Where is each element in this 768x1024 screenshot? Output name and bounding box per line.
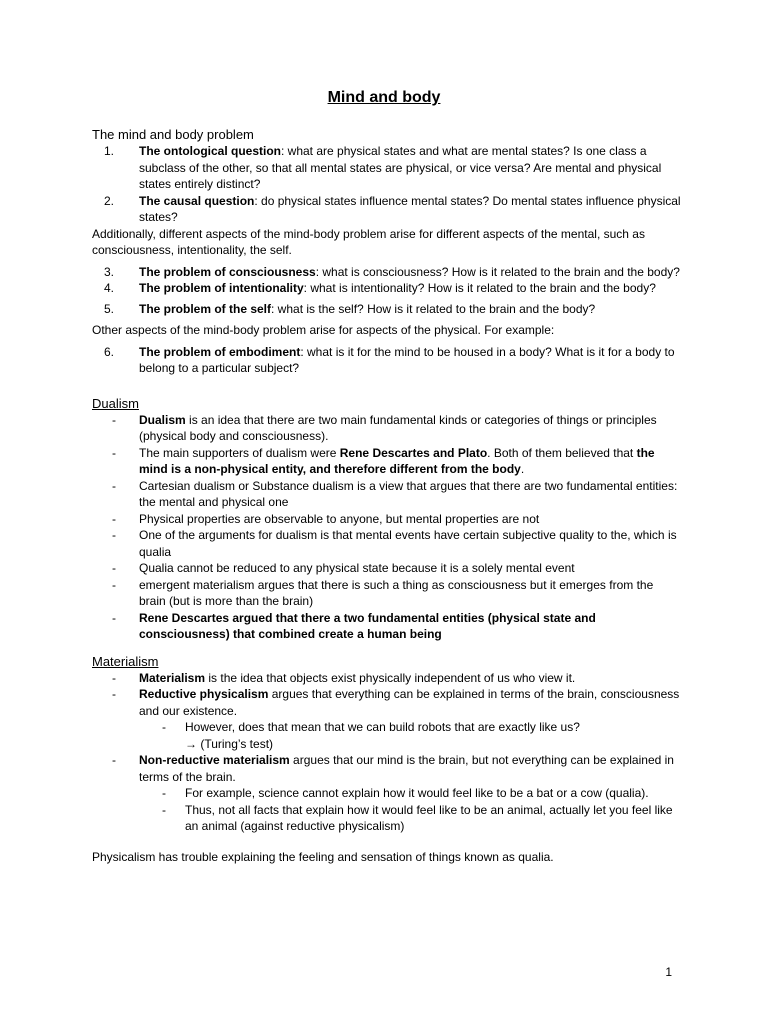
- list-item: [92, 301, 682, 318]
- bold-term: Non-reductive materialism: [139, 753, 290, 767]
- item-text: Cartesian dualism or Substance dualism is a view that argues that there are two fundamental entities: the mental and physical one: [139, 478, 678, 509]
- list-item: [92, 264, 682, 281]
- bold-term: the mind is a non-physical entity, and therefore different from the body: [139, 445, 655, 476]
- bold-term: Reductive physicalism: [139, 687, 269, 701]
- bold-term: The ontological question: [139, 144, 281, 158]
- item-text: Physical properties are observable to anyone, but mental properties are not: [139, 511, 540, 526]
- item-text: Qualia cannot be reduced to any physical state because it is a solely mental event: [139, 561, 575, 575]
- bold-term: The problem of the self: [139, 301, 272, 316]
- section-heading-materialism: Materialism: [92, 653, 159, 669]
- list-item: [92, 511, 682, 528]
- bullet-dash: -: [162, 720, 166, 734]
- bullet-dash: -: [162, 786, 166, 800]
- list-item: [92, 670, 682, 687]
- item-text: is an idea that there are two main fundamental kinds or categories of things or principles (physical body and consciousness).: [139, 412, 657, 443]
- question-list: [92, 301, 682, 318]
- list-item: [92, 686, 682, 752]
- item-text: : what is the self? How is it related to the brain and the body?: [271, 301, 596, 316]
- paragraph-additionally: Additionally, different aspects of the mind-body problem arise for different aspects of the mental, such as consciousness, intentionality, the self.: [92, 226, 645, 257]
- item-text: : what are physical states and what are mental states? Is one class a subclass of the other, so that all mental states are physical, or vice versa? Are mental and physical states entirely distinct?: [139, 144, 662, 191]
- bold-term: Dualism: [139, 412, 186, 427]
- bullet-dash: -: [112, 445, 116, 460]
- list-number: 5.: [104, 301, 115, 316]
- bold-term: The problem of intentionality: [139, 281, 304, 295]
- materialism-list: [92, 670, 682, 835]
- list-item: [92, 577, 682, 610]
- list-item: [92, 280, 682, 297]
- list-item: [92, 560, 682, 577]
- bullet-dash: -: [112, 753, 116, 767]
- list-item: [92, 610, 682, 643]
- bullet-dash: -: [112, 511, 116, 526]
- bold-term: Rene Descartes and Plato: [339, 445, 488, 460]
- bold-term: The causal question: [139, 193, 255, 208]
- closing-paragraph: Physicalism has trouble explaining the feeling and sensation of things known as qualia.: [92, 849, 554, 864]
- item-text: : what is consciousness? How is it related to the brain and the body?: [315, 264, 680, 279]
- list-number: 6.: [104, 344, 115, 359]
- document-body: [92, 126, 682, 865]
- bullet-dash: -: [112, 577, 116, 592]
- page-title: Mind and body: [327, 89, 441, 106]
- list-item: [92, 478, 682, 511]
- item-text: emergent materialism argues that there is such a thing as consciousness but it emerges from the brain (but is more than the brain): [139, 577, 654, 608]
- item-text: .: [520, 462, 525, 476]
- item-text: The main supporters of dualism were: [139, 445, 340, 460]
- item-text: One of the arguments for dualism is that mental events have certain subjective quality to the, which is qualia: [139, 528, 677, 559]
- item-text: argues that everything can be explained in terms of the brain, consciousness and our existence.: [139, 687, 680, 718]
- question-list: [92, 344, 682, 377]
- list-item: [92, 143, 682, 193]
- list-item: [92, 752, 682, 835]
- dualism-list: [92, 412, 682, 643]
- item-text: argues that our mind is the brain, but not everything can be explained in terms of the brain.: [139, 753, 674, 784]
- bullet-dash: -: [162, 802, 166, 817]
- sub-list: [92, 785, 682, 835]
- arrow-note: → (Turing’s test): [185, 736, 274, 751]
- paragraph-other-aspects: Other aspects of the mind-body problem arise for aspects of the physical. For example:: [92, 323, 555, 337]
- list-number: 3.: [104, 264, 115, 279]
- bullet-dash: -: [112, 561, 116, 575]
- item-text: : what is intentionality? How is it related to the brain and the body?: [303, 281, 656, 295]
- bullet-dash: -: [112, 687, 116, 701]
- list-item: [92, 719, 682, 752]
- item-text: . Both of them believed that: [487, 445, 637, 460]
- sub-list: [92, 719, 682, 752]
- item-text: : do physical states influence mental states? Do mental states influence physical states?: [139, 193, 681, 224]
- list-number: 4.: [104, 281, 115, 295]
- list-item: [92, 193, 682, 226]
- list-item: [92, 412, 682, 445]
- item-text: is the idea that objects exist physically independent of us who view it.: [205, 670, 576, 685]
- bold-term: Materialism: [139, 670, 206, 685]
- section-heading-mind-body-problem: The mind and body problem: [92, 127, 254, 142]
- item-text: However, does that mean that we can build robots that are exactly like us?: [185, 720, 580, 734]
- bullet-dash: -: [112, 670, 116, 685]
- list-item: [92, 527, 682, 560]
- question-list: [92, 143, 682, 226]
- item-text: For example, science cannot explain how it would feel like to be a bat or a cow (qualia).: [185, 786, 649, 800]
- question-list: [92, 264, 682, 297]
- list-number: 1.: [104, 144, 115, 158]
- bullet-dash: -: [112, 610, 116, 625]
- bullet-dash: -: [112, 528, 116, 542]
- list-item: [92, 445, 682, 478]
- section-heading-dualism: Dualism: [92, 395, 139, 411]
- page-number: 1: [665, 965, 672, 979]
- list-number: 2.: [104, 193, 115, 208]
- item-text: Thus, not all facts that explain how it would feel like to be an animal, actually let you feel like an animal (against reductive physicalism): [185, 802, 673, 833]
- list-item: [92, 785, 682, 802]
- bold-term: The problem of embodiment: [139, 344, 301, 359]
- list-item: [92, 344, 682, 377]
- item-text: : what is it for the mind to be housed in a body? What is it for a body to belong to a particular subject?: [139, 344, 675, 375]
- bullet-dash: -: [112, 478, 116, 493]
- bold-term: Rene Descartes argued that there a two fundamental entities (physical state and consciousness) that combined create a human being: [139, 610, 596, 641]
- bold-term: The problem of consciousness: [139, 264, 316, 279]
- bullet-dash: -: [112, 412, 116, 427]
- list-item: [92, 802, 682, 835]
